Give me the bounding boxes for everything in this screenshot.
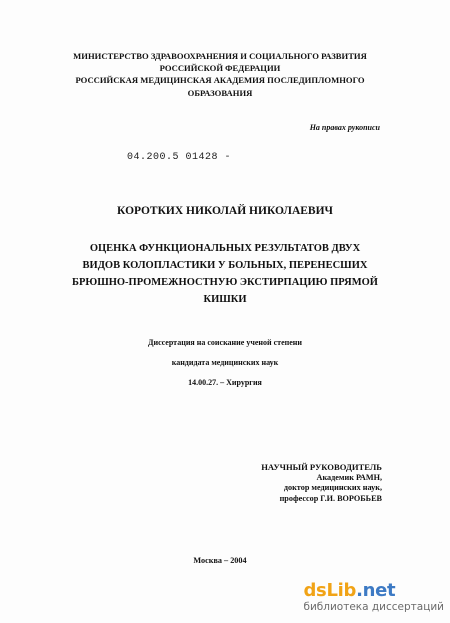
title-line-4: КИШКИ [203,294,247,305]
city-year: Москва – 2004 [193,556,247,565]
supervisor-line-1: Академик РАМН, [316,472,382,482]
logo-part-ds: ds [303,580,327,601]
manuscript-note: На правах рукописи [309,123,380,132]
supervisor-heading: НАУЧНЫЙ РУКОВОДИТЕЛЬ [261,462,382,472]
dissertation-title [50,240,400,308]
supervisor-line-3: профессор Г.И. ВОРОБЬЕВ [279,493,382,503]
title-line-1: ОЦЕНКА ФУНКЦИОНАЛЬНЫХ РЕЗУЛЬТАТОВ ДВУХ [89,243,361,254]
dslib-watermark[interactable] [303,582,444,614]
header-line-3: РОССИЙСКАЯ МЕДИЦИНСКАЯ АКАДЕМИЯ ПОСЛЕДИПЛОМНОГО [75,75,365,86]
logo-part-net: .net [356,580,396,601]
degree-line-2: кандидата медицинских наук [171,358,279,367]
degree-info [60,333,390,393]
title-line-2: ВИДОВ КОЛОПЛАСТИКИ У БОЛЬНЫХ, ПЕРЕНЕСШИХ [82,260,368,271]
ministry-header [70,50,370,99]
scientific-supervisor [261,462,382,504]
dslib-logo[interactable] [303,582,444,600]
header-line-2: РОССИЙСКОЙ ФЕДЕРАЦИИ [159,63,281,74]
header-line-1: МИНИСТЕРСТВО ЗДРАВООХРАНЕНИЯ И СОЦИАЛЬНОГО РАЗВИТИЯ [73,51,367,61]
library-stamp-number: 04.200.5 01428 - [127,152,232,163]
specialty-code: 14.00.27. – Хирургия [188,378,262,387]
logo-part-lib: Lib [326,580,357,601]
title-line-3: БРЮШНО-ПРОМЕЖНОСТНУЮ ЭКСТИРПАЦИЮ ПРЯМОЙ [72,277,378,288]
dslib-tagline: библиотека диссертаций [303,601,444,613]
header-line-4: ОБРАЗОВАНИЯ [187,87,253,98]
degree-line-1: Диссертация на соискание ученой степени [147,338,303,347]
supervisor-line-2: доктор медицинских наук, [283,483,382,492]
author-name: КОРОТКИХ НИКОЛАЙ НИКОЛАЕВИЧ [117,205,333,217]
